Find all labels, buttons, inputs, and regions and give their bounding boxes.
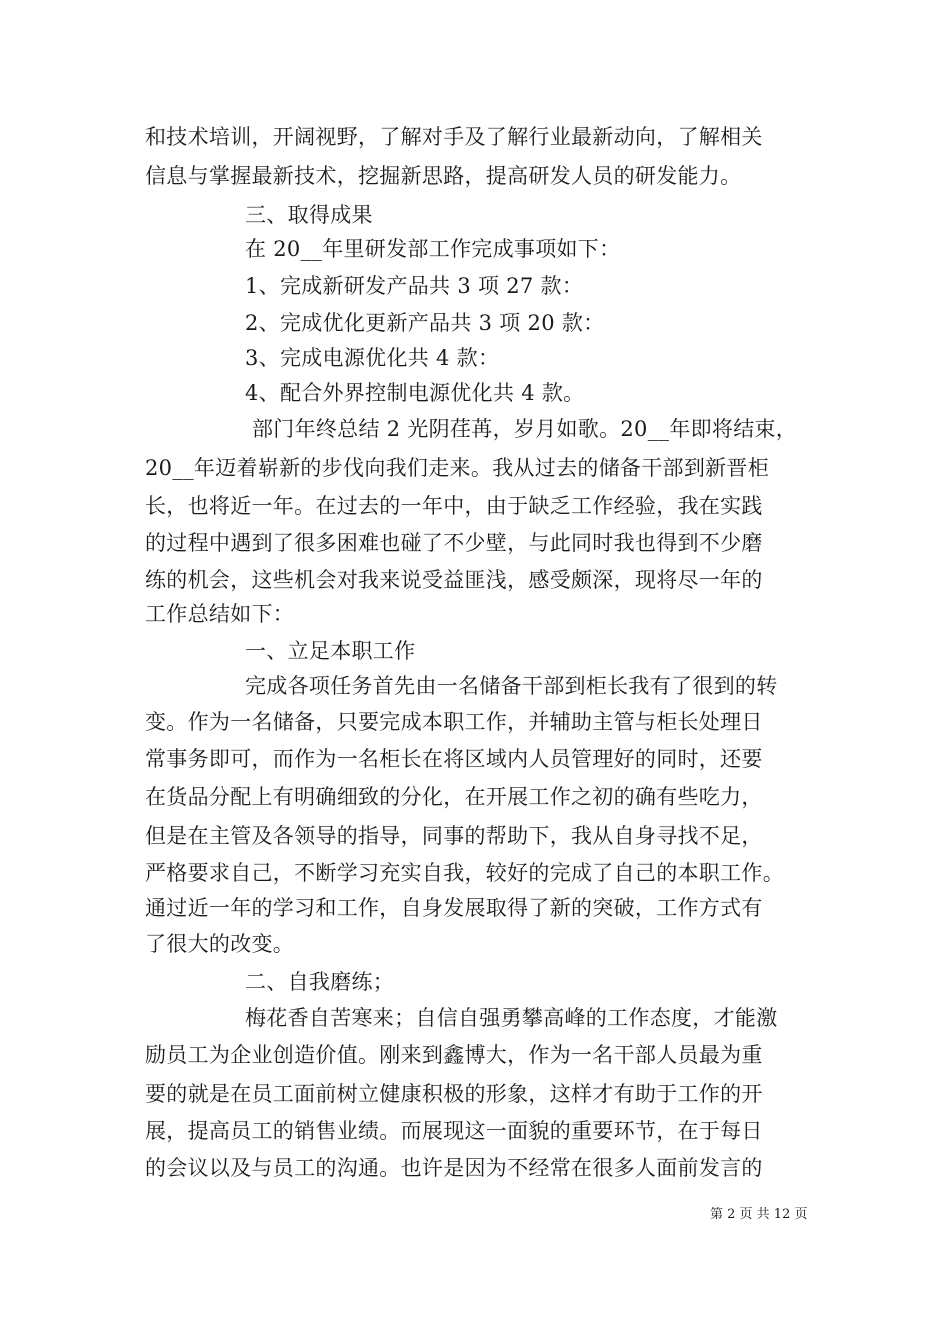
body-line: 工作总结如下：	[145, 602, 295, 626]
body-line: 的会议以及与员工的沟通。也许是因为不经常在很多人面前发言的	[145, 1156, 763, 1180]
body-line: 完成各项任务首先由一名储备干部到柜长我有了很到的转	[245, 674, 778, 698]
body-line: 20__年迈着崭新的步伐向我们走来。我从过去的储备干部到新晋柜	[145, 456, 770, 480]
body-line: 励员工为企业创造价值。刚来到鑫博大，作为一名干部人员最为重	[145, 1043, 763, 1067]
body-line: 但是在主管及各领导的指导，同事的帮助下，我从自身寻找不足，	[145, 824, 763, 848]
body-line: 长，也将近一年。在过去的一年中，由于缺乏工作经验，我在实践	[145, 494, 763, 518]
list-item: 4、配合外界控制电源优化共 4 款。	[245, 381, 585, 405]
body-line: 信息与掌握最新技术，挖掘新思路，提高研发人员的研发能力。	[145, 164, 742, 188]
section-heading: 二、自我磨练；	[245, 970, 395, 994]
body-line: 展，提高员工的销售业绩。而展现这一面貌的重要环节，在于每日	[145, 1119, 763, 1143]
section-heading: 三、取得成果	[245, 203, 373, 227]
body-line: 严格要求自己，不断学习充实自我，较好的完成了自己的本职工作。	[145, 861, 784, 885]
body-line: 在货品分配上有明确细致的分化，在开展工作之初的确有些吃力，	[145, 785, 763, 809]
body-line: 了很大的改变。	[145, 932, 295, 956]
list-item: 2、完成优化更新产品共 3 项 20 款：	[245, 311, 605, 335]
body-line: 在 20__年里研发部工作完成事项如下：	[245, 237, 621, 261]
body-line: 常事务即可，而作为一名柜长在将区域内人员管理好的同时，还要	[145, 747, 763, 771]
body-line: 的过程中遇到了很多困难也碰了不少壁，与此同时我也得到不少磨	[145, 531, 763, 555]
page-number: 第 2 页 共 12 页	[710, 1207, 808, 1222]
body-line: 变。作为一名储备，只要完成本职工作，并辅助主管与柜长处理日	[145, 710, 763, 734]
body-line: 通过近一年的学习和工作，自身发展取得了新的突破，工作方式有	[145, 896, 763, 920]
section-heading: 一、立足本职工作	[245, 639, 416, 663]
body-line: 梅花香自苦寒来；自信自强勇攀高峰的工作态度，才能激	[245, 1006, 778, 1030]
list-item: 3、完成电源优化共 4 款：	[245, 346, 500, 370]
body-line: 练的机会，这些机会对我来说受益匪浅，感受颇深，现将尽一年的	[145, 568, 763, 592]
body-line: 部门年终总结 2 光阴荏苒，岁月如歌。20__年即将结束，	[245, 417, 798, 441]
body-line: 要的就是在员工面前树立健康积极的形象，这样才有助于工作的开	[145, 1082, 763, 1106]
body-line: 和技术培训，开阔视野，了解对手及了解行业最新动向，了解相关	[145, 125, 763, 149]
list-item: 1、完成新研发产品共 3 项 27 款：	[245, 274, 584, 298]
